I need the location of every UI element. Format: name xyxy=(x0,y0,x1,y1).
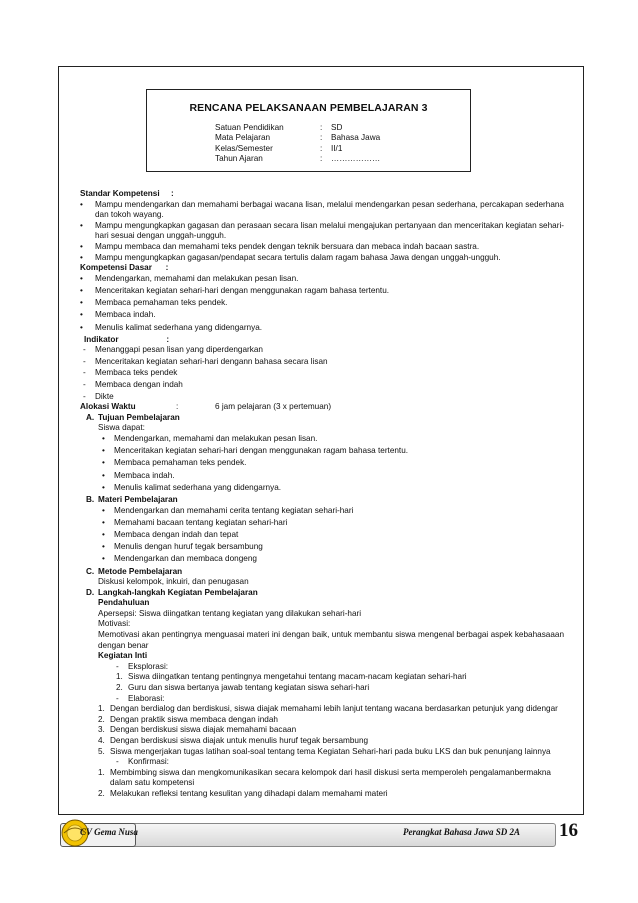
meta-value: SD xyxy=(331,123,343,132)
list-item: - Membaca teks pendek xyxy=(80,368,564,380)
list-item: • Memahami bacaan tentang kegiatan sehari-hari xyxy=(80,518,564,530)
book-title: Perangkat Bahasa Jawa SD 2A xyxy=(402,827,520,837)
list-item: • Mampu membaca dan memahami teks pendek dengan teknik bersuara dan mebaca indah bacaan sastra. xyxy=(80,242,564,253)
list-item: • Membaca indah. xyxy=(80,471,564,483)
list-item: 3. Dengan berdiskusi siswa diajak memahami bacaan xyxy=(98,725,297,735)
eksplorasi-label: - Eksplorasi: xyxy=(116,661,169,671)
meta-colon: : xyxy=(320,133,323,143)
kegiatan-inti-heading: Kegiatan Inti xyxy=(98,651,148,661)
alokasi-label: Alokasi Waktu xyxy=(80,402,136,412)
meta-colon: : xyxy=(320,143,323,153)
document-body xyxy=(80,189,564,800)
list-item: 1. Membimbing siswa dan mengkomunikasikan secara kelompok dari hasil diskusi serta memperoleh pengalamanbermakna dalam satu kompetensi xyxy=(98,767,551,788)
pendahuluan-heading: Pendahuluan xyxy=(98,598,150,608)
list-item: • Mampu mengungkapkan gagasan dan perasaan secara lisan melalui mengajukan pertanyaan dan menceritakan kegiatan sehari-hari sesuai dengan unggah-ungguh. xyxy=(80,221,564,242)
list-item: - Menceritakan kegiatan sehari-hari dengann bahasa secara lisan xyxy=(80,357,564,369)
list-item: 2. Dengan praktik siswa membaca dengan indah xyxy=(98,714,278,724)
elaborasi-label: - Elaborasi: xyxy=(116,693,165,703)
alokasi-row: Alokasi Waktu : 6 jam pelajaran (3 x pertemuan) xyxy=(80,402,332,412)
list-item: • Menulis kalimat sederhana yang didengarnya. xyxy=(80,483,564,495)
list-item: • Mampu mendengarkan dan memahami berbagai wacana lisan, melalui mendengarkan pesan sederhana, percakapan sederhana dan tokoh wayang. xyxy=(80,200,564,221)
list-item: - Membaca dengan indah xyxy=(80,380,564,392)
list-item: 1. Dengan berdialog dan berdiskusi, siswa diajak memahami lebih lanjut tentang wacana berdasarkan petunjuk yang didengar xyxy=(98,704,558,714)
list-item: • Membaca pemahaman teks pendek. xyxy=(80,298,564,310)
section-a-intro: Siswa dapat: xyxy=(98,423,145,433)
list-item: • Membaca indah. xyxy=(80,310,564,322)
meta-colon: : xyxy=(320,123,323,132)
list-item: 2. Melakukan refleksi tentang kesulitan yang dihadapi dalam memahami materi xyxy=(98,788,388,798)
list-item: • Mendengarkan dan membaca dongeng xyxy=(80,554,564,566)
apersepsi-text: Apersepsi: Siswa diingatkan tentang kegiatan yang dilakukan sehari-hari xyxy=(98,608,362,618)
section-d-heading: D. Langkah-langkah Kegiatan Pembelajaran xyxy=(86,587,258,597)
section-a-heading: A. Tujuan Pembelajaran xyxy=(86,412,180,422)
list-item: • Menulis kalimat sederhana yang didengarnya. xyxy=(80,323,564,335)
page-footer xyxy=(60,815,580,851)
publisher-name: CV Gema Nusa xyxy=(80,827,138,837)
list-item: • Menulis dengan huruf tegak bersambung xyxy=(80,542,564,554)
section-b-heading: B. Materi Pembelajaran xyxy=(86,494,178,504)
header-box xyxy=(146,89,471,172)
document-title: RENCANA PELAKSANAAN PEMBELAJARAN 3 xyxy=(189,102,428,114)
list-item: - Dikte xyxy=(80,392,564,403)
section-c-text: Diskusi kelompok, inkuiri, dan penugasan xyxy=(98,577,249,587)
list-item: • Mendengarkan dan memahami cerita tentang kegiatan sehari-hari xyxy=(80,506,564,518)
section-c-heading: C. Metode Pembelajaran xyxy=(86,566,183,576)
list-item: - Menanggapi pesan lisan yang diperdengarkan xyxy=(80,345,564,357)
meta-key: Satuan Pendidikan xyxy=(215,123,284,132)
list-item: • Menceritakan kegiatan sehari-hari dengan menggunakan ragam bahasa tertentu. xyxy=(80,446,564,458)
meta-key: Kelas/Semester xyxy=(215,143,273,153)
konfirmasi-label: - Konfirmasi: xyxy=(116,757,169,767)
meta-value: ……………… xyxy=(331,154,381,164)
meta-key: Tahun Ajaran xyxy=(215,154,263,164)
meta-value: II/1 xyxy=(331,143,343,153)
list-item: • Mampu mengungkapkan gagasan/pendapat secara tertulis dalam ragam bahasa Jawa dengan unggah-ungguh. xyxy=(80,253,564,264)
page-number: 16 xyxy=(559,820,578,841)
list-item: 2. Guru dan siswa bertanya jawab tentang kegiatan siswa sehari-hari xyxy=(116,683,370,693)
list-item: • Menceritakan kegiatan sehari-hari dengan menggunakan ragam bahasa tertentu. xyxy=(80,286,564,298)
standar-heading: Standar Kompetensi : xyxy=(80,189,174,198)
kompetensi-heading: Kompetensi Dasar : xyxy=(80,263,169,273)
meta-colon: : xyxy=(320,154,323,164)
alokasi-value: 6 jam pelajaran (3 x pertemuan) xyxy=(215,402,332,412)
list-item: • Membaca pemahaman teks pendek. xyxy=(80,458,564,470)
indikator-heading: Indikator : xyxy=(84,334,170,344)
list-item: 1. Siswa diingatkan tentang pentingnya mengetahui tentang macam-nacam kegiatan sehari-hari xyxy=(116,672,467,682)
list-item: 4. Dengan berdiskusi siswa diajak untuk menulis huruf tegak bersambung xyxy=(98,736,369,745)
motivasi-text: Memotivasi akan pentingnya menguasai materi ini dengan baik, untuk membantu siswa mengenal berbagai aspek kebahasaaan dengan benar xyxy=(98,630,564,650)
meta-key: Mata Pelajaran xyxy=(215,133,271,143)
motivasi-label: Motivasi: xyxy=(98,619,131,629)
list-item: • Membaca dengan indah dan tepat xyxy=(80,530,564,542)
list-item: • Mendengarkan, memahami dan melakukan pesan lisan. xyxy=(80,274,564,286)
list-item: • Mendengarkan, memahami dan melakukan pesan lisan. xyxy=(80,434,564,446)
list-item: 5. Siswa mengerjakan tugas latihan soal-soal tentang tema Kegiatan Sehari-hari pada buku LKS dan buk penunjang lainnya xyxy=(98,746,551,756)
meta-value: Bahasa Jawa xyxy=(331,133,381,143)
